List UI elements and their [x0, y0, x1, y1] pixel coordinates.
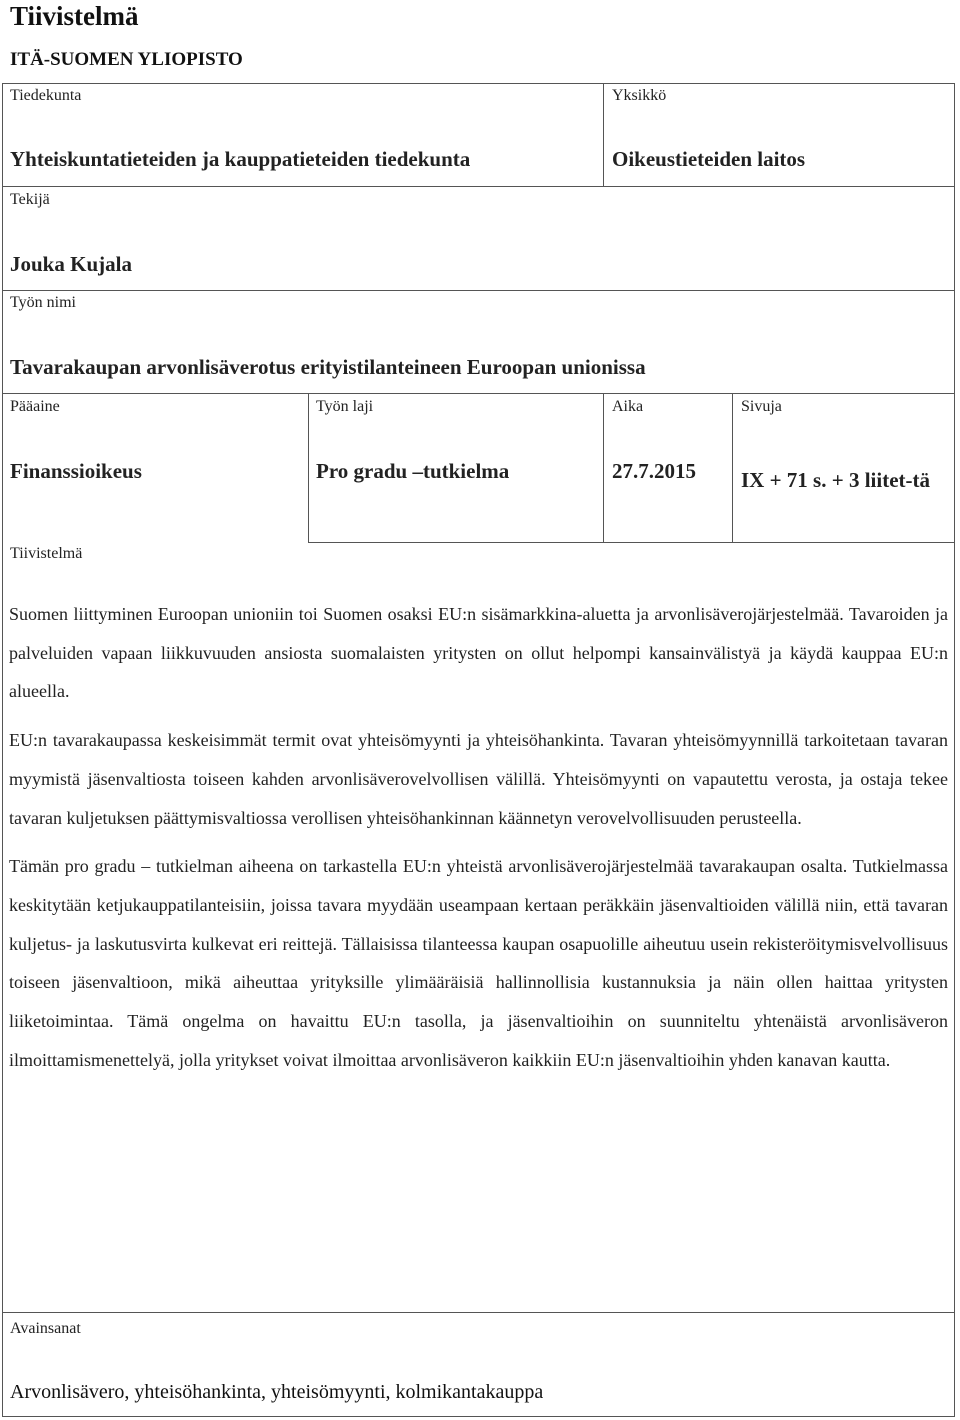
tyon-nimi-value: Tavarakaupan arvonlisäverotus erityistilanteineen Euroopan unionissa: [10, 355, 646, 379]
tiivistelma-label: Tiivistelmä: [10, 545, 83, 562]
tekija-value: Jouka Kujala: [10, 252, 132, 276]
yksikko-value: Oikeustieteiden laitos: [612, 147, 806, 171]
aika-label: Aika: [612, 398, 644, 415]
tyon-laji-label: Työn laji: [316, 398, 374, 415]
divider-before-tiivistelma: [308, 542, 955, 543]
abstract-text: [9, 595, 948, 1089]
tyon-laji-value: Pro gradu –tutkielma: [316, 459, 510, 483]
university-name: ITÄ-SUOMEN YLIOPISTO: [10, 49, 243, 70]
tekija-label: Tekijä: [10, 191, 50, 208]
paaaine-value: Finanssioikeus: [10, 459, 142, 483]
divider-before-avainsanat: [2, 1312, 955, 1313]
abstract-paragraph: EU:n tavarakaupassa keskeisimmät termit ovat yhteisömyynti ja yhteisöhankinta. Tavaran yhteisömyynnillä tarkoitetaan tavaran myymistä jäsenvaltiosta toiseen kahden arvonlisäverovelvollisen välillä. Yhteisömyynti on vapautettu verosta, ja ostaja tekee tavaran kuljetuksen päättymisvaltiossa verollisen yhteisöhankinnan käännetyn verovelvollisuuden perusteella.: [9, 730, 948, 828]
tiedekunta-value: Yhteiskuntatieteiden ja kauppatieteiden tiedekunta: [10, 147, 471, 171]
divider-vertical-sivuja: [732, 393, 733, 543]
divider-vertical-yksikko: [603, 83, 604, 187]
divider-after-tekija: [2, 290, 955, 291]
divider-vertical-tyon-laji: [308, 393, 309, 543]
abstract-paragraph: Suomen liittyminen Euroopan unioniin toi Suomen osaksi EU:n sisämarkkina-aluetta ja arvonlisäverojärjestelmää. Tavaroiden ja palveluiden vapaan liikkuvuuden ansiosta suomalaisten yritysten on ollut helpompi kansainvälistyä ja käydä kauppaa EU:n alueella.: [9, 604, 948, 702]
divider-after-tiedekunta: [2, 186, 955, 187]
tyon-nimi-label: Työn nimi: [10, 294, 76, 311]
aika-value: 27.7.2015: [612, 459, 696, 483]
avainsanat-value: Arvonlisävero, yhteisöhankinta, yhteisömyynti, kolmikantakauppa: [10, 1381, 544, 1403]
page-title: Tiivistelmä: [10, 1, 139, 31]
avainsanat-label: Avainsanat: [10, 1320, 81, 1337]
paaaine-label: Pääaine: [10, 398, 60, 415]
sivuja-label: Sivuja: [741, 398, 782, 415]
sivuja-value: IX + 71 s. + 3 liitet-tä: [741, 468, 930, 492]
yksikko-label: Yksikkö: [612, 87, 667, 104]
abstract-paragraph: Tämän pro gradu – tutkielman aiheena on tarkastella EU:n yhteistä arvonlisäverojärjestelmää tavarakaupan osalta. Tutkielmassa keskitytään ketjukauppatilanteisiin, joissa tavara myydään useampaan kertaan peräkkäin jäsenvaltioiden välillä niin, että tavaran kuljetus- ja laskutusvirta kulkevat eri reittejä. Tällaisissa tilanteessa kaupan osapuolille aiheutuu usein rekisteröitymisvelvollisuus toiseen jäsenvaltioon, mikä aiheuttaa yrityksille ylimääräisiä hallinnollisia kustannuksia ja näin ollen haittaa yritysten liiketoimintaa. Tämä ongelma on havaittu EU:n tasolla, ja jäsenvaltioihin on suunniteltu yhtenäistä arvonlisäveron ilmoittamismenettelyä, jolla yritykset voivat ilmoittaa arvonlisäveron kaikkiin EU:n jäsenvaltioihin yhden kanavan kautta.: [9, 856, 948, 1070]
divider-after-tyon-nimi: [2, 393, 955, 394]
tiedekunta-label: Tiedekunta: [10, 87, 82, 104]
divider-vertical-aika: [603, 393, 604, 543]
